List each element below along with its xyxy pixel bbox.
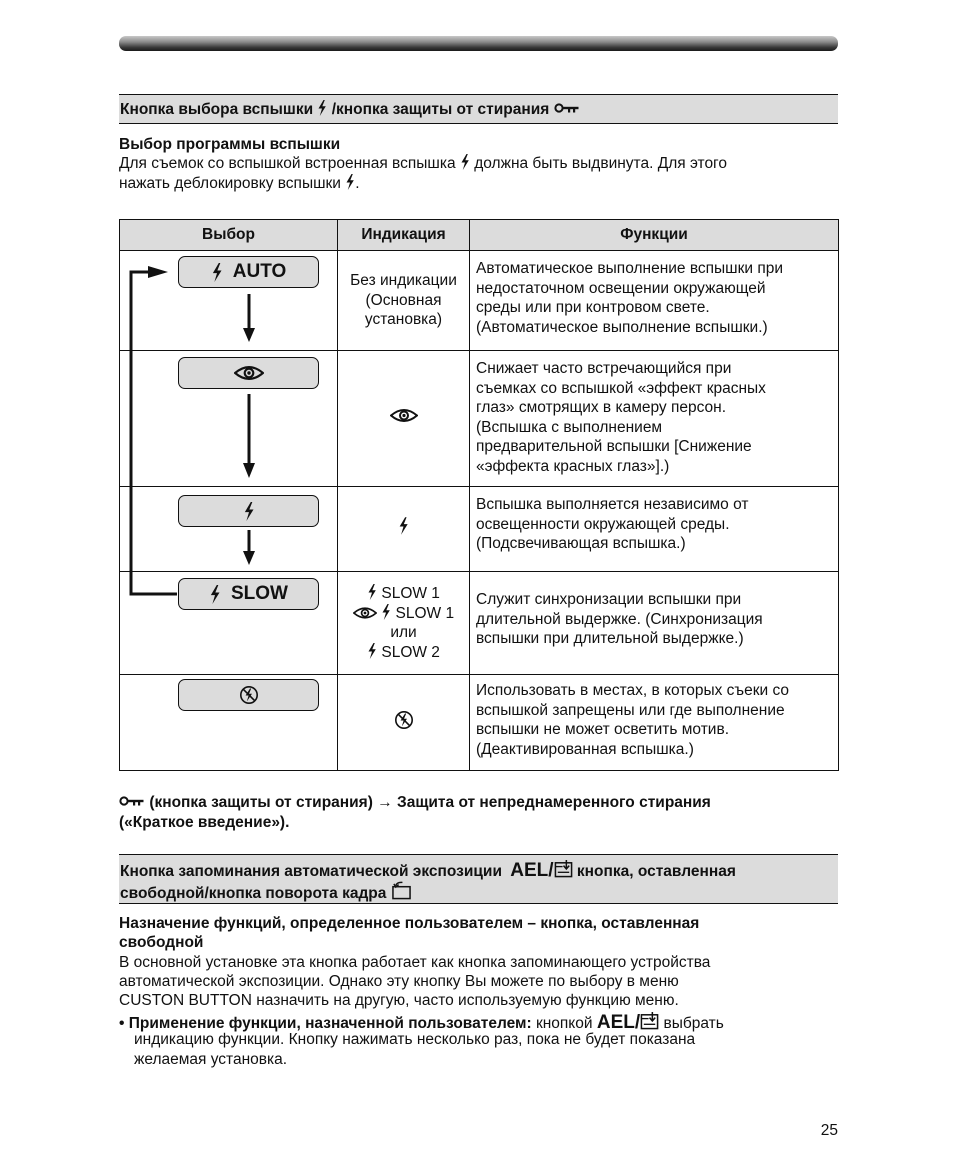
flash-slow-mode (178, 578, 319, 610)
red-eye-icon (390, 407, 418, 424)
function-line: среды или при контровом свете. (476, 299, 710, 316)
flash-off-icon (239, 685, 259, 705)
indication-line (338, 604, 469, 624)
function-line: Автоматическое выполнение вспышки при (476, 260, 784, 277)
section2-line2-text: свободной/кнопка поворота кадра (120, 885, 387, 902)
header-indication: Индикация (338, 220, 470, 251)
intro-line2-a: нажать деблокировку вспышки (119, 175, 341, 192)
function-line: глаз» смотрящих в камеру персон. (476, 399, 727, 416)
function-cell (470, 572, 839, 675)
flash-icon (243, 502, 255, 521)
bullet-bold: Применение функции, назначенной пользователем: (128, 1015, 532, 1032)
body2-paragraph-line: автоматической экспозиции. Однако эту кнопку Вы можете по выбору в меню (119, 973, 679, 990)
function-line: (Вспышка с выполнением (476, 418, 663, 436)
page-number: 25 (820, 1122, 838, 1139)
flash-icon (398, 517, 409, 535)
section2-line2 (120, 881, 838, 903)
function-line: освещенности окружающей среды. (476, 515, 730, 533)
flash-off-icon (394, 710, 414, 730)
function-cell (470, 675, 839, 771)
function-line: вспышкой запрещены или где выполнение (476, 701, 785, 719)
function-line: (Автоматическое выполнение вспышки.) (476, 318, 768, 336)
flash-modes-table (119, 219, 839, 771)
intro-line1 (119, 154, 727, 174)
indication-line: или (390, 624, 417, 641)
function-line: Служит синхронизации вспышки при (476, 591, 742, 608)
rotate-frame-icon (391, 881, 412, 900)
arrow-right-icon: → (377, 794, 393, 811)
indication-slow2: SLOW 2 (381, 643, 440, 661)
function-line: вспышки не может осветить мотив. (476, 721, 730, 738)
body2-paragraph-line: CUSTON BUTTON назначить на другую, часто используемую функцию меню. (119, 992, 679, 1009)
indication-cell (338, 487, 470, 572)
bullet-dot: • (119, 1015, 125, 1032)
flash-off-mode (178, 679, 319, 711)
flash-icon (367, 584, 377, 600)
function-line: (Деактивированная вспышка.) (476, 740, 694, 758)
intro-line1-b: должна быть выдвинута. Для этого (474, 155, 727, 172)
function-cell (470, 251, 839, 351)
header-selection: Выбор (120, 220, 338, 251)
bullet-text-a: кнопкой (535, 1015, 593, 1032)
section2-line1 (120, 859, 838, 881)
bullet-text-b: выбрать (663, 1015, 724, 1032)
function-line: Снижает часто встречающийся при (476, 360, 732, 377)
section-title-part2: /кнопка защиты от стирания (331, 101, 550, 118)
table-row (120, 251, 839, 351)
mode-label-auto: AUTO (232, 261, 287, 282)
flash-icon (460, 154, 470, 170)
section-heading-flash (119, 94, 838, 124)
section2-line1-b: кнопка, оставленная (576, 863, 736, 880)
indication-line: (Основная (365, 291, 442, 309)
section-title-part1: Кнопка выбора вспышки (120, 101, 314, 118)
function-line: «эффекта красных глаз»].) (476, 457, 670, 475)
table-row (120, 572, 839, 675)
fill-flash-mode (178, 495, 319, 527)
indication-slow1-redeye: SLOW 1 (395, 604, 455, 622)
flash-icon (367, 643, 377, 659)
flash-icon (317, 100, 327, 116)
flash-icon (211, 263, 223, 282)
body2-paragraph-line: В основной установке эта кнопка работает как кнопка запоминающего устройства (119, 954, 711, 971)
body2-heading-line1: Назначение функций, определенное пользователем – кнопка, оставленная (119, 915, 700, 932)
red-eye-icon (234, 364, 264, 382)
indication-cell (338, 351, 470, 487)
indication-slow1: SLOW 1 (381, 585, 440, 602)
function-line: съемках со вспышкой «эффект красных (476, 379, 766, 397)
flash-auto-mode (178, 256, 319, 288)
indication-cell (338, 675, 470, 771)
flash-icon (345, 174, 355, 190)
body2-heading-line2: свободной (119, 934, 204, 951)
indication-line: установка) (364, 311, 443, 329)
protect-note-line2: («Краткое введение»). (119, 814, 290, 831)
red-eye-mode (178, 357, 319, 389)
header-bar (119, 36, 838, 51)
red-eye-icon (353, 606, 377, 620)
header-functions: Функции (470, 220, 839, 251)
bullet-continuation: индикацию функции. Кнопку нажимать несколько раз, пока не будет показана (134, 1031, 696, 1048)
bullet-continuation: желаемая установка. (134, 1051, 288, 1068)
function-cell (470, 351, 839, 487)
protect-note-line1 (119, 793, 711, 813)
function-line: длительной выдержке. (Синхронизация (476, 610, 763, 628)
intro-line2-b: . (355, 175, 360, 192)
indication-line (338, 643, 469, 663)
function-line: (Подсвечивающая вспышка.) (476, 535, 686, 552)
ael-frame-icon (554, 859, 573, 878)
protect-note-a: (кнопка защиты от стирания) (149, 794, 373, 811)
indication-line: Без индикации (350, 272, 457, 290)
function-line: недостаточном освещении окружающей (476, 279, 766, 297)
section2-line1-a: Кнопка запоминания автоматической экспозиции (120, 863, 502, 880)
key-icon (119, 795, 145, 807)
indication-cell (338, 572, 470, 675)
function-line: предварительной вспышки [Снижение (476, 438, 752, 455)
ael-label: AEL/ (596, 1012, 641, 1033)
indication-cell (338, 251, 470, 351)
table-row (120, 351, 839, 487)
indication-line (338, 584, 469, 604)
ael-frame-icon (640, 1011, 659, 1030)
mode-label-slow: SLOW (231, 583, 288, 604)
flash-icon (209, 585, 221, 604)
section-heading-ael (119, 854, 838, 904)
table-header-row (120, 220, 839, 251)
intro-heading: Выбор программы вспышки (119, 136, 341, 153)
key-icon (554, 102, 580, 114)
flash-icon (381, 604, 391, 620)
function-line: вспышки при длительной выдержке.) (476, 630, 744, 647)
intro-line2 (119, 174, 360, 194)
function-line: Вспышка выполняется независимо от (476, 496, 749, 513)
protect-note-b: Защита от непреднамеренного стирания (397, 794, 711, 811)
function-cell (470, 487, 839, 572)
function-line: Использовать в местах, в которых съеки со (476, 682, 790, 699)
table-row (120, 675, 839, 771)
ael-label: AEL/ (510, 860, 554, 881)
intro-line1-a: Для съемок со вспышкой встроенная вспышка (119, 155, 456, 172)
table-row (120, 487, 839, 572)
